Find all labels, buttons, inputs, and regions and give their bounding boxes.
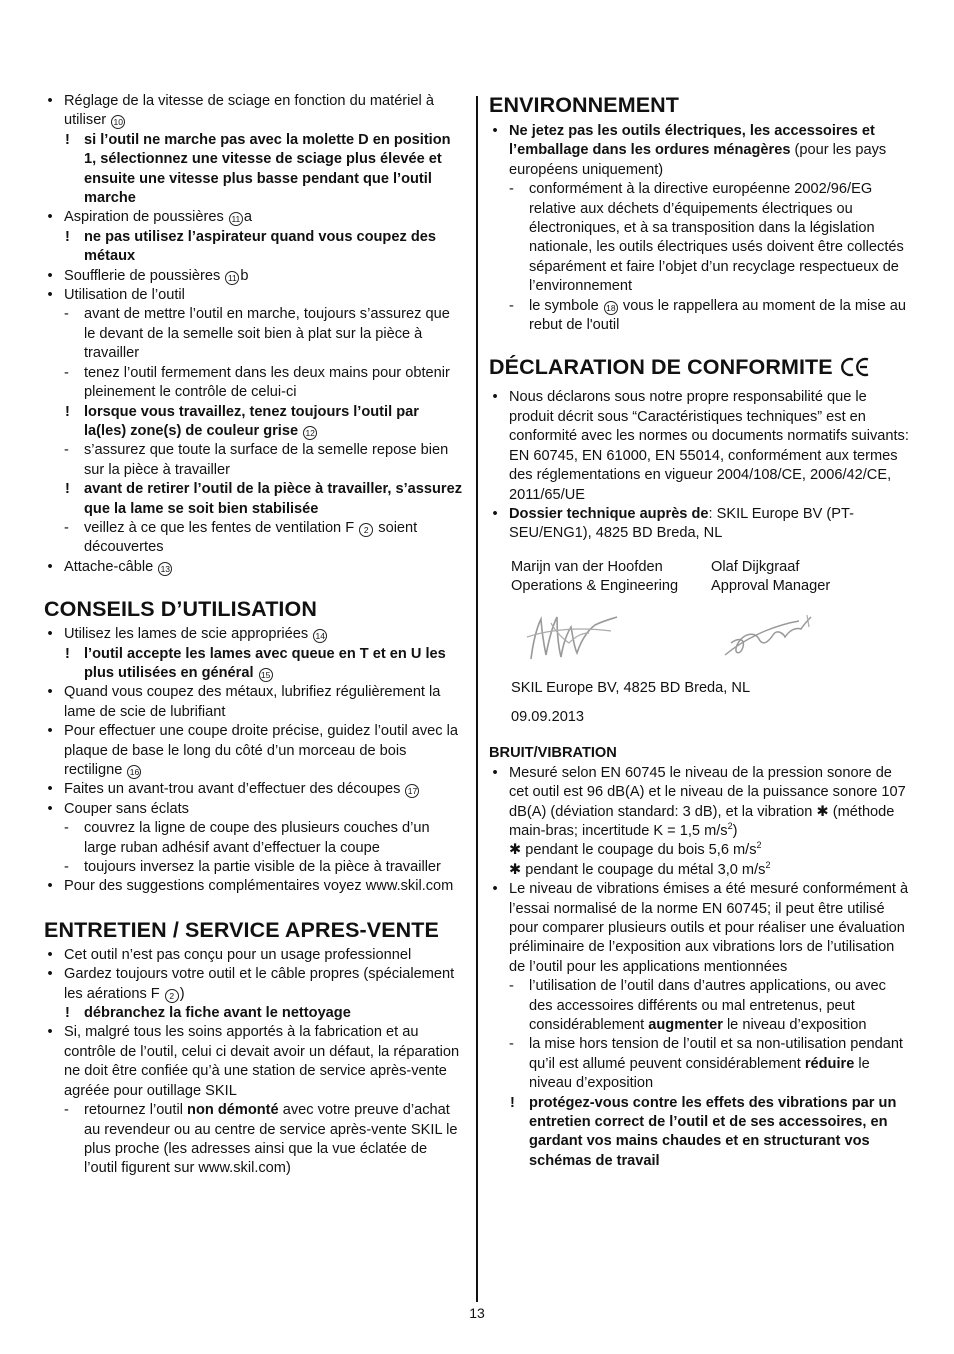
list-item: • Attache-câble 13: [44, 558, 464, 577]
list-item: • Pour des suggestions complémentaires voyez www.skil.com: [47, 878, 454, 895]
ce-mark-logo: [841, 357, 871, 383]
signatory-name: Olaf Dijkgraaf: [711, 558, 800, 575]
reference-number: 15: [259, 668, 273, 682]
signature-block: [489, 558, 911, 728]
signatory-title: Approval Manager: [711, 578, 831, 595]
list-item: • Utilisation de l’outil: [47, 287, 185, 304]
sub-item: - la mise hors tension de l’outil et sa non-utilisation pendant qu’il est allumé peuvent considérablement réduire le niveau d’exposition: [509, 1036, 903, 1092]
warning-item: ! débranchez la fiche avant le nettoyage: [65, 1005, 351, 1022]
list-item: • Ne jetez pas les outils électriques, les accessoires et l’emballage dans les ordures ménagères (pour les pays européens uniquement): [492, 123, 887, 178]
sub-item: - tenez l’outil fermement dans les deux mains pour obtenir pleinement le contrôle de celui-ci: [64, 364, 450, 401]
sub-item: - s’assurez que toute la surface de la semelle repose bien sur la pièce à travailler: [64, 442, 449, 478]
list-item: • Couper sans éclats: [47, 800, 189, 817]
sub-item: - conformément à la directive européenne 2002/96/EG relative aux déchets d’équipements électriques ou électroniques, et à sa transposition dans la législation nationale, les outils électriques usés doivent être collectés séparément et faire l’objet d’un recyclage respectueux de l’environnement: [509, 181, 904, 295]
company-address: SKIL Europe BV, 4825 BD Breda, NL: [511, 679, 751, 696]
list-item: • Mesuré selon EN 60745 le niveau de la pression sonore de cet outil est 96 dB(A) et le niveau de la puissance sonore 107 dB(A) (déviation standard: 3 dB), et la vibration ✱ (méthode main-bras; incertitude K = 1,5 $m/s^2$) ✱ pendant le coupage du bois 5,6 $m/s^2$ ✱ pendant le coupage du métal 3,0 $m/s^2$: [492, 764, 906, 878]
sub-item: - couvrez la ligne de coupe des plusieurs couches d’un large ruban adhésif avant d’effectuer la coupe: [64, 820, 430, 856]
list-item: • Cet outil n’est pas conçu pour un usage professionnel: [47, 946, 412, 963]
column-divider: [476, 96, 478, 1302]
reference-number: 2: [165, 989, 179, 1003]
list-item: • Pour effectuer une coupe droite précise, guidez l’outil avec la plaque de base le long du côté d’un morceau de bois rectiligne 16: [47, 723, 459, 778]
sub-item: - retournez l’outil non démonté avec votre preuve d’achat au revendeur ou au centre de service après-vente SKIL le plus proche (les adresses ainsi que la vue éclatée de l’outil figurent sur www.skil.com): [64, 1102, 458, 1177]
signature-image: [711, 597, 911, 673]
section-heading-entretien: ENTRETIEN / SERVICE APRES-VENTE: [44, 917, 439, 942]
section-heading-declaration: DÉCLARATION DE CONFORMITE: [489, 354, 911, 383]
asterisk-icon: ✱: [509, 861, 522, 878]
sub-item: - avant de mettre l’outil en marche, toujours s’assurez que le devant de la semelle soit bien à plat sur la pièce à travailler: [64, 306, 450, 362]
reference-number: 16: [127, 765, 141, 779]
list-item: • Nous déclarons sous notre propre responsabilité que le produit décrit sous “Caractéristiques techniques” est en conformité avec les normes ou documents normatifs suivants: EN 60745, EN 61000, EN 55014, conformément aux termes des réglementations en vigueur 2004/108/CE, 2006/42/CE, 2011/65/UE: [492, 389, 909, 503]
warning-item: ! si l’outil ne marche pas avec la molette D en position 1, sélectionnez une vitesse de sciage plus élevée et ensuite une vitesse plus basse pendant que l’outil marche: [65, 131, 451, 207]
asterisk-icon: ✱: [816, 803, 829, 820]
warning-item: ! protégez-vous contre les effets des vibrations par un entretien correct de l’outil et de ses accessoires, en gardant vos mains chaudes et en structurant vos schémas de travail: [510, 1094, 897, 1169]
reference-number: 10: [111, 115, 125, 129]
list-item: • Soufflerie de poussières 11 b: [47, 267, 249, 284]
sub-item: - veillez à ce que les fentes de ventilation F 2 soient découvertes: [64, 519, 418, 556]
warning-item: ! l’outil accepte les lames avec queue en T et en U les plus utilisées en général 15: [65, 645, 446, 681]
list-item: • Dossier technique auprès de: SKIL Europe BV (PT-SEU/ENG1), 4825 BD Breda, NL: [492, 505, 854, 542]
section-heading-conseils: CONSEILS D’UTILISATION: [44, 597, 317, 622]
list-item: • Réglage de la vitesse de sciage en fonction du matériel à utiliser 10: [47, 93, 434, 129]
asterisk-icon: ✱: [509, 842, 522, 859]
signature-image: [511, 597, 711, 673]
warning-item: ! lorsque vous travaillez, tenez toujours l’outil par la(les) zone(s) de couleur grise 12: [65, 403, 419, 439]
reference-number: 11: [225, 271, 239, 285]
reference-number: 18: [604, 301, 618, 315]
reference-number: 14: [313, 629, 327, 643]
list-item: • Quand vous coupez des métaux, lubrifiez régulièrement la lame de scie de lubrifiant: [47, 684, 441, 720]
list-item: • Si, malgré tous les soins apportés à la fabrication et au contrôle de l’outil, celui ci devait avoir un défaut, la réparation ne doit être confiée qu’à une station de service après-vente agréée pour outillage SKIL: [47, 1024, 460, 1099]
list-item: • Aspiration de poussières 11 a: [47, 209, 252, 226]
list-item: • Utilisez les lames de scie appropriées 14: [44, 625, 464, 644]
list-item: • Gardez toujours votre outil et le câble propres (spécialement les aérations F 2 ): [47, 966, 455, 1002]
signatory-title: Operations & Engineering: [511, 578, 679, 595]
warning-item: ! avant de retirer l’outil de la pièce à travailler, s’assurez que la lame se soit bien stabilisée: [65, 481, 462, 517]
reference-number: 2: [359, 523, 373, 537]
declaration-date: 09.09.2013: [511, 708, 585, 725]
reference-number: 12: [303, 426, 317, 440]
right-column: [489, 92, 911, 1171]
sub-item: - l’utilisation de l’outil dans d’autres applications, ou avec des accessoires différents ou mal entretenus, peut considérablement augmenter le niveau d’exposition: [509, 978, 886, 1034]
list-item: • Faites un avant-trou avant d’effectuer des découpes 17: [44, 780, 464, 799]
left-column: [44, 92, 464, 1179]
reference-number: 11: [229, 212, 243, 226]
section-heading-bruit: BRUIT/VIBRATION: [489, 745, 617, 762]
list-item: • Le niveau de vibrations émises a été mesuré conformément à l’essai normalisé de la norme EN 60745; il peut être utilisé pour comparer plusieurs outils et pour réaliser une évaluation préliminaire de l’exposition aux vibrations lors de l’utilisation de l’outil pour les applications mentionnées: [492, 881, 909, 975]
signatory-name: Marijn van der Hoofden: [511, 558, 663, 575]
sub-item: - le symbole 18 vous le rappellera au moment de la mise au rebut de l'outil: [509, 297, 907, 334]
sub-item: - toujours inversez la partie visible de la pièce à travailler: [64, 859, 441, 876]
page-number: 13: [469, 1305, 485, 1321]
warning-item: ! ne pas utilisez l’aspirateur quand vous coupez des métaux: [65, 228, 436, 265]
section-heading-environnement: ENVIRONNEMENT: [489, 93, 680, 117]
reference-number: 13: [158, 562, 172, 576]
reference-number: 17: [405, 784, 419, 798]
